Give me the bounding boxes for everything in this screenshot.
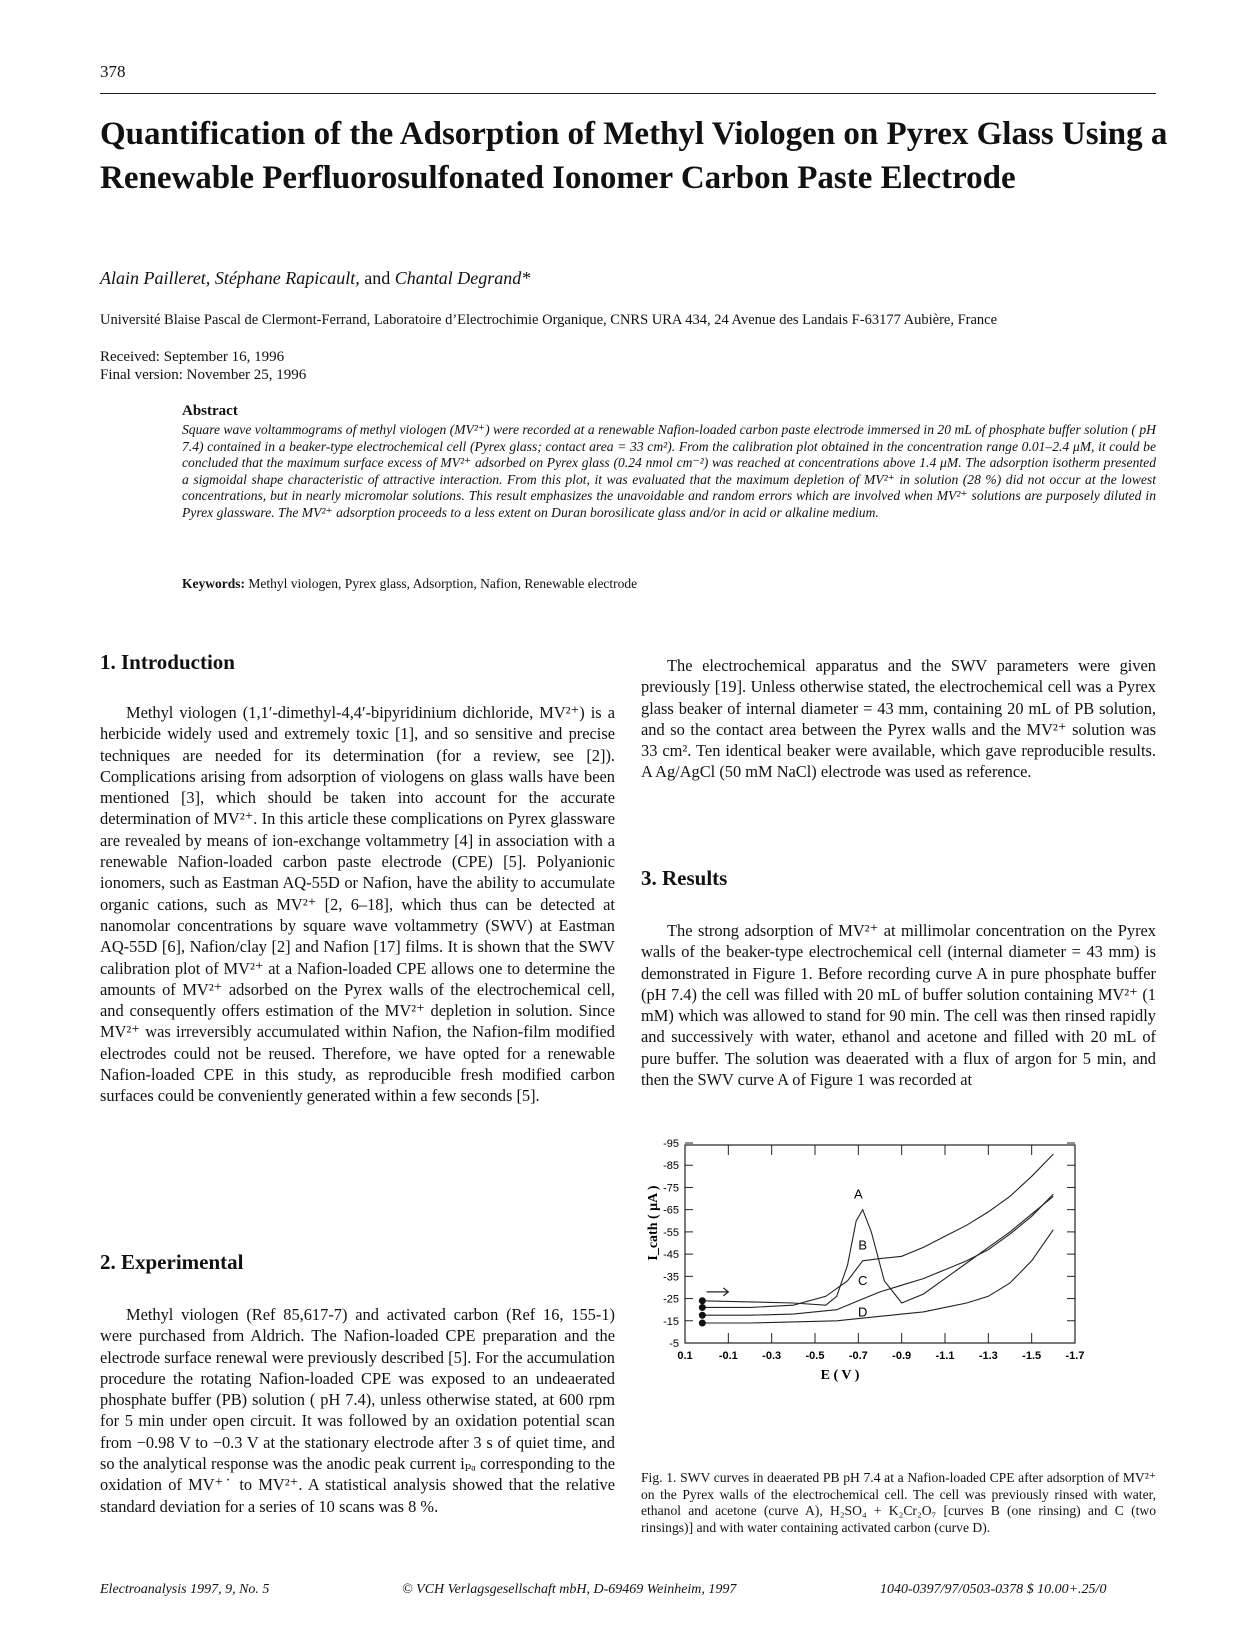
x-tick-label: -0.5 [805, 1350, 825, 1362]
y-tick-label: -25 [663, 1293, 679, 1306]
y-tick-label: -45 [663, 1249, 679, 1262]
abstract-heading: Abstract [182, 403, 238, 419]
authors-and: and [364, 268, 391, 288]
plot-frame [685, 1145, 1075, 1343]
x-tick-label: -1.3 [978, 1350, 998, 1362]
author-2: Stéphane Rapicault, [214, 268, 360, 288]
abstract-text: Square wave voltammograms of methyl viologen (MV²⁺) were recorded at a renewable Nafion-loaded carbon paste electrode immersed in 20 mL of phosphate buffer solution ( pH 7.4) contained in a beaker-type electrochemical cell (Pyrex glass; contact area = 33 cm²). From the calibration plot obtained in the concentration range 0.01–2.4 μM, it could be concluded that the maximum surface excess of MV²⁺ adsorbed on Pyrex glass (0.24 nmol cm⁻²) was reached at concentrations above 1.4 μM. The adsorption isotherm presented a sigmoidal shape characteristic of attractive interaction. From this plot, it was evaluated that the maximum depletion of MV²⁺ in solution (28 %) did not occur at the lowest concentrations, but in nearly micromolar solutions. This result emphasizes the unavoidable and random errors which are involved when MV²⁺ solutions are purposely diluted in Pyrex glassware. The MV²⁺ adsorption proceeds to a less extent on Duran borosilicate glass and/or in acid or alkaline medium. [182, 422, 1156, 520]
author-1: Alain Pailleret, [100, 268, 211, 288]
paper-title: Quantification of the Adsorption of Methyl Viologen on Pyrex Glass Using a Renewable Perfluorosulfonated Ionomer Carbon Paste Electrode [100, 116, 1168, 196]
curve-label-a: A [853, 1186, 863, 1202]
y-tick-label: -75 [663, 1182, 679, 1195]
results-paragraph: The strong adsorption of MV²⁺ at millimolar concentration on the Pyrex walls of the beaker-type electrochemical cell (internal diameter = 43 mm) is demonstrated in Figure 1. Before recording curve A in pure phosphate buffer (pH 7.4) the cell was filled with 20 mL of buffer solution containing MV²⁺ (1 mM) which was allowed to stand for 90 min. The cell was then rinsed rapidly and successively with water, ethanol and acetone and filled with 20 mL of pure buffer. The solution was deaerated with a flux of argon for 5 min, and then the SWV curve A of Figure 1 was recorded at [641, 921, 1156, 1090]
x-tick-label: -1.7 [1065, 1350, 1085, 1362]
curve-label-d: D [857, 1304, 868, 1320]
curve-label-b: B [858, 1237, 868, 1253]
x-tick-label: -0.9 [892, 1350, 912, 1362]
series-start-dot [699, 1304, 706, 1311]
authors [100, 268, 530, 289]
author-3: Chantal Degrand* [394, 268, 531, 288]
figure-1-chart [646, 1138, 1175, 1443]
series-b [702, 1154, 1053, 1307]
x-tick-label: -0.3 [762, 1350, 782, 1362]
footer-code: 1040-0397/97/0503-0378 $ 10.00+.25/0 [880, 1582, 1107, 1597]
received-date: Received: September 16, 1996 [100, 349, 285, 365]
curve-label-c: C [857, 1273, 868, 1289]
x-tick-label: 0.1 [677, 1350, 693, 1362]
section-introduction-body [100, 702, 615, 1107]
series-start-dot [699, 1297, 706, 1304]
chart-ticks [663, 1138, 1084, 1362]
x-tick-label: -0.7 [848, 1350, 868, 1362]
y-tick-label: -5 [669, 1338, 679, 1350]
footer-journal [100, 1582, 269, 1598]
header-rule [100, 93, 1156, 94]
section-experimental-heading: 2. Experimental [100, 1250, 244, 1274]
footer-volume: 1997, 9, No. 5 [190, 1582, 270, 1597]
dates [100, 348, 306, 384]
section-results-body [641, 920, 1156, 1090]
y-tick-label: -65 [663, 1204, 679, 1217]
affiliation: Université Blaise Pascal de Clermont-Ferrand, Laboratoire d’Electrochimie Organique, CNRS URA 434, 24 Avenue des Landais F-63177 Aubière, France [100, 312, 998, 328]
chart-axes [685, 1145, 1075, 1343]
chart-series [699, 1154, 1053, 1326]
keywords [182, 576, 637, 592]
figure-caption: Fig. 1. SWV curves in deaerated PB pH 7.4 at a Nafion-loaded CPE after adsorption of MV²⁺ on the Pyrex walls of the electrochemical cell. The cell was previously rinsed with water, ethanol and acetone (curve A), H₂SO₄ + K₂Cr₂O₇ [curves B (one rinsing) and C (two rinsings)] and with water containing activated carbon (curve D). [641, 1470, 1156, 1535]
section-introduction-heading: 1. Introduction [100, 650, 235, 674]
final-version-date: Final version: November 25, 1996 [100, 367, 307, 383]
keywords-label: Keywords: [182, 576, 245, 591]
apparatus-paragraph: The electrochemical apparatus and the SWV parameters were given previously [19]. Unless otherwise stated, the electrochemical cell was a Pyrex glass beaker of internal diameter = 43 mm, containing 20 mL of PB solution, and so the contact area between the Pyrex walls and the MV²⁺ solution was 33 cm². Ten identical beaker were available, which gave reproducible results. A Ag/AgCl (50 mM NaCl) electrode was used as reference. [641, 656, 1156, 782]
y-tick-label: -15 [663, 1315, 679, 1328]
y-axis-label: I_cath ( μA ) [646, 1185, 661, 1261]
footer-publisher: © VCH Verlagsgesellschaft mbH, D-69469 Weinheim, 1997 [402, 1582, 737, 1597]
x-tick-label: -1.5 [1022, 1350, 1042, 1362]
y-tick-label: -95 [663, 1138, 679, 1150]
y-tick-label: -35 [663, 1271, 679, 1284]
x-tick-label: -0.1 [718, 1350, 738, 1362]
section-experimental-body [100, 1304, 615, 1517]
footer-journal-name: Electroanalysis [100, 1582, 187, 1597]
y-tick-label: -55 [663, 1226, 679, 1239]
intro-paragraph: Methyl viologen (1,1′-dimethyl-4,4′-bipyridinium dichloride, MV²⁺) is a herbicide widely used and extremely toxic [1], and so sensitive and precise techniques are needed for its determination (for a review, see [2]). Complications arising from adsorption of viologens on glass walls have been mentioned [3], which should be taken into account for the accurate determination of MV²⁺. In this article these complications on Pyrex glassware are revealed by means of ion-exchange voltammetry [4] in association with a renewable Nafion-loaded carbon paste electrode (CPE) [5]. Polyanionic ionomers, such as Eastman AQ-55D or Nafion, have the ability to accumulate organic cations, such as MV²⁺ [2, 6–18], which thus can be detected at nanomolar concentrations by square wave voltammetry (SWV) at Eastman AQ-55D [6], Nafion/clay [2] and Nafion [17] films. It is shown that the SWV calibration plot of MV²⁺ at a Nafion-loaded CPE allows one to determine the amounts of MV²⁺ adsorbed on the Pyrex walls of the electrochemical cell, and consequently offers estimation of the MV²⁺ depletion in solution. Since MV²⁺ was irreversibly accumulated within Nafion, the Nafion-film modified electrodes could not be reused. Therefore, we have opted for a renewable Nafion-loaded CPE in this study, as reproducible fresh modified carbon surfaces could be conveniently generated within a few seconds [5]. [100, 703, 615, 1106]
x-tick-label: -1.1 [935, 1350, 955, 1362]
series-start-dot [699, 1320, 706, 1327]
section-results-heading: 3. Results [641, 866, 728, 890]
apparatus-paragraph-container [641, 655, 1156, 783]
experimental-paragraph: Methyl viologen (Ref 85,617-7) and activated carbon (Ref 16, 155-1) were purchased from Aldrich. The Nafion-loaded CPE preparation and the electrode surface renewal were previously described [5]. For the accumulation procedure the rotating Nafion-loaded CPE was exposed to an undeaerated phosphate buffer (PB) solution ( pH 7.4), unless otherwise stated, at 600 rpm for 5 min under open circuit. It was followed by an oxidation potential scan from −0.98 V to −0.3 V at the stationary electrode after 3 s of quiet time, and so the analytical response was the anodic peak current iₚₐ corresponding to the oxidation of MV⁺˙ to MV²⁺. A statistical analysis showed that the relative standard deviation for a series of 10 scans was 8 %. [100, 1305, 615, 1516]
series-start-dot [699, 1312, 706, 1319]
page-number: 378 [100, 62, 126, 81]
keywords-text: Methyl viologen, Pyrex glass, Adsorption, Nafion, Renewable electrode [248, 576, 638, 591]
y-tick-label: -85 [663, 1160, 679, 1173]
x-axis-label: E ( V ) [820, 1368, 860, 1383]
series-d [702, 1230, 1053, 1323]
